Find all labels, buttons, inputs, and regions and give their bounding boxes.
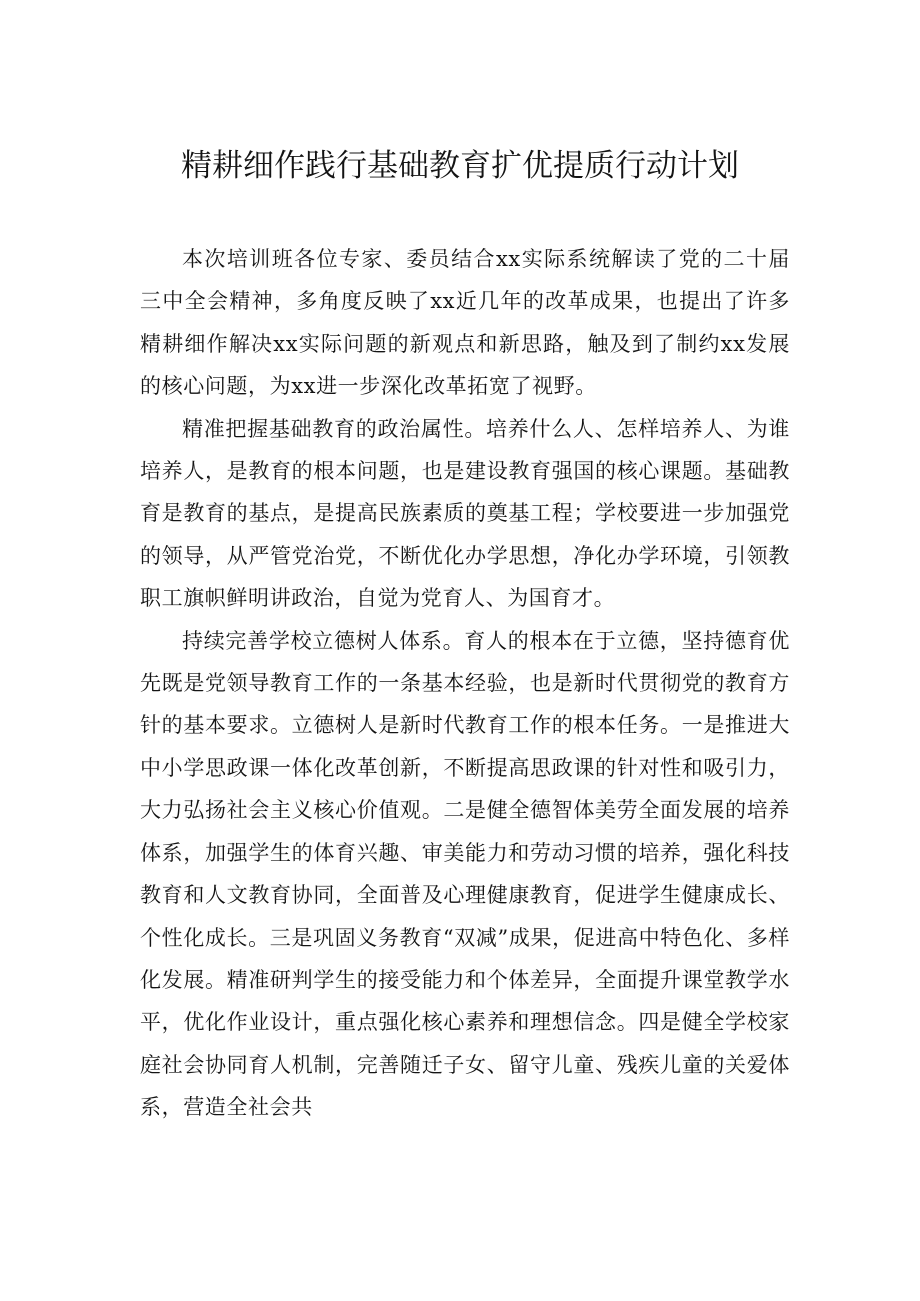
paragraph-political-attribute: 精准把握基础教育的政治属性。培养什么人、怎样培养人、为谁培养人，是教育的根本问题，也是建设教育强国的核心课题。基础教育是教育的基点，是提高民族素质的奠基工程；学校要进一步加强党的领导，从严管党治党，不断优化办学思想，净化办学环境，引领教职工旗帜鲜明讲政治，自觉为党育人、为国育才。 [140,416,790,611]
paragraph-moral-education: 持续完善学校立德树人体系。育人的根本在于立德，坚持德育优先既是党领导教育工作的一条基本经验，也是新时代贯彻党的教育方针的基本要求。立德树人是新时代教育工作的根本任务。一是推进大中小学思政课一体化改革创新，不断提高思政课的针对性和吸引力，大力弘扬社会主义核心价值观。二是健全德智体美劳全面发展的培养体系，加强学生的体育兴趣、审美能力和劳动习惯的培养，强化科技教育和人文教育协同，全面普及心理健康教育，促进学生健康成长、个性化成长。三是巩固义务教育“双减”成果，促进高中特色化、多样化发展。精准研判学生的接受能力和个体差异，全面提升课堂教学水平，优化作业设计，重点强化核心素养和理想信念。四是健全学校家庭社会协同育人机制，完善随迁子女、留守儿童、残疾儿童的关爱体系，营造全社会共 [140,628,790,1120]
document-title: 精耕细作践行基础教育扩优提质行动计划 [181,148,739,184]
paragraph-intro: 本次培训班各位专家、委员结合xx实际系统解读了党的二十届三中全会精神，多角度反映了xx近几年的改革成果，也提出了许多精耕细作解决xx实际问题的新观点和新思路，触及到了制约xx发展的核心问题，为xx进一步深化改革拓宽了视野。 [140,247,790,399]
document-body [140,238,790,1129]
